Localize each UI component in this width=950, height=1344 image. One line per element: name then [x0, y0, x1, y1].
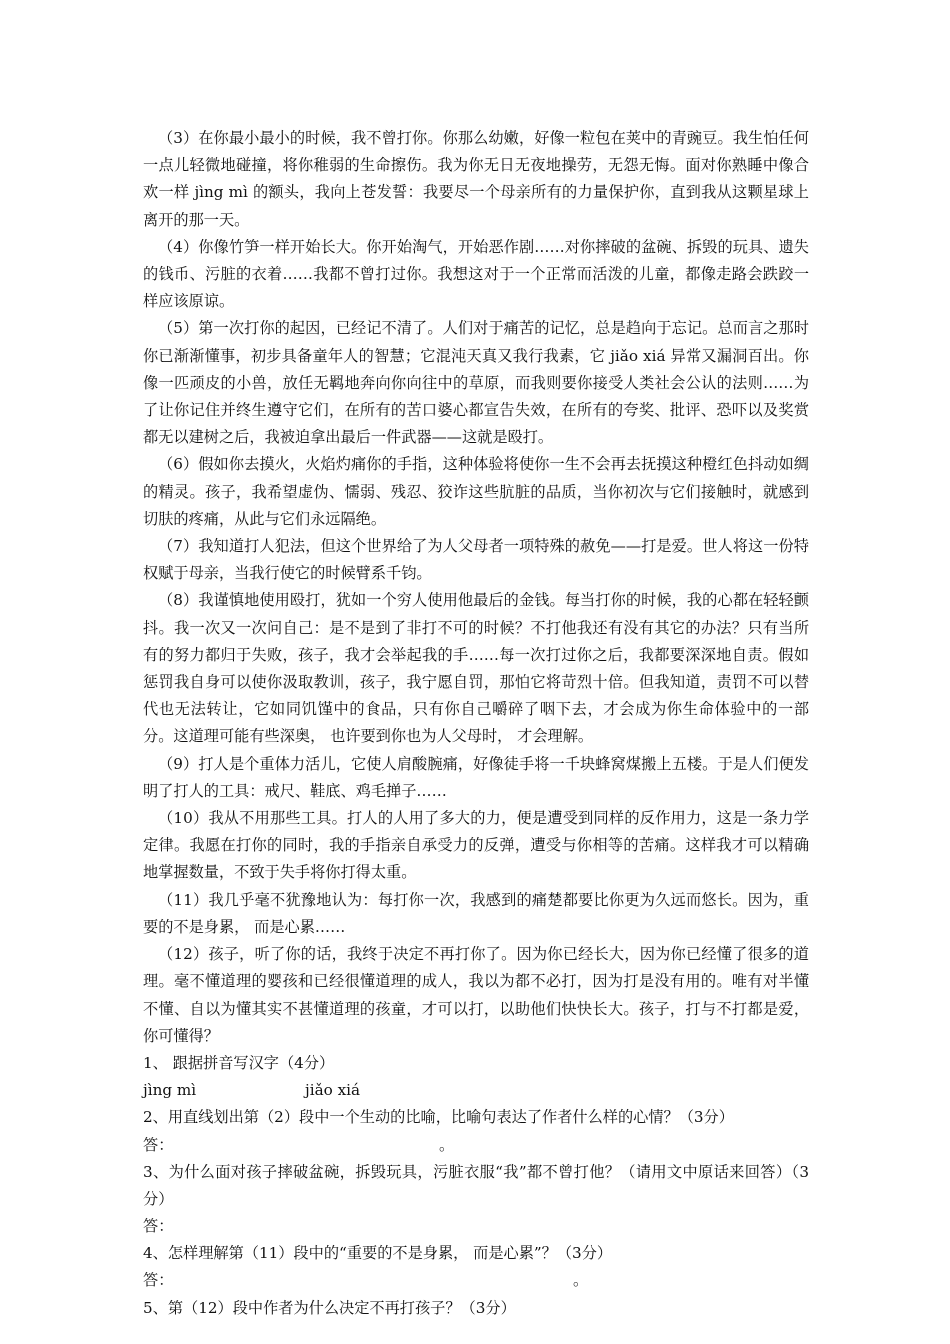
- pinyin-1: jìng mì: [143, 1081, 197, 1100]
- pinyin-row: [143, 1077, 809, 1104]
- answer-row-4: [143, 1267, 809, 1294]
- paragraph-10: （10）我从不用那些工具。打人的人用了多大的力，便是遭受到同样的反作用力，这是一条力学定律。我愿在打你的同时，我的手指亲自承受力的反弹，遭受与你相等的苦痛。这样我才可以精确地掌握数量，不致于失手将你打得太重。: [143, 809, 809, 882]
- paragraph-9: （9）打人是个重体力活儿，它使人肩酸腕痛，好像徒手将一千块蜂窝煤搬上五楼。于是人们便发明了打人的工具：戒尺、鞋底、鸡毛掸子……: [143, 754, 809, 800]
- question-1: 1、 跟据拼音写汉字（4分）: [143, 1053, 335, 1072]
- answer-label: 答：: [143, 1271, 174, 1290]
- paragraph-12: （12）孩子，听了你的话，我终于决定不再打你了。因为你已经长大，因为你已经懂了很多的道理。毫不懂道理的婴孩和已经很懂道理的成人，我以为都不必打，因为打是没有用的。唯有对半懂不懂、自以为懂其实不甚懂道理的孩童，才可以打，以助他们快快长大。孩子，打与不打都是爱， 你可懂得？: [143, 945, 809, 1045]
- paragraph-4: （4）你像竹笋一样开始长大。你开始淘气，开始恶作剧……对你摔破的盆碗、拆毁的玩具、遗失的钱币、污脏的衣着……我都不曾打过你。我想这对于一个正常而活泼的儿童，都像走路会跌跤一样应该原谅。: [143, 237, 809, 311]
- answer-end-mark: 。: [439, 1135, 455, 1154]
- document-page: [143, 125, 809, 1322]
- answer-row-2: [143, 1132, 809, 1159]
- question-3: 3、为什么面对孩子摔破盆碗，拆毁玩具，污脏衣服“我”都不曾打他？（请用文中原话来回答）（3分）: [143, 1162, 809, 1208]
- answer-end-mark: 。: [573, 1271, 589, 1290]
- paragraph-8: （8）我谨慎地使用殴打，犹如一个穷人使用他最后的金钱。每当打你的时候，我的心都在轻轻颤抖。我一次又一次问自己：是不是到了非打不可的时候？不打他我还有没有其它的办法？只有当所有的努力都归于失败，孩子，我才会举起我的手……每一次打过你之后，我都要深深地自责。假如惩罚我自身可以使你汲取教训，孩子，我宁愿自罚，那怕它将苛烈十倍。但我知道，责罚不可以替代也无法转让，它如同饥馑中的食品，只有你自己嚼碎了咽下去，才会成为你生命体验中的一部分。这道理可能有些深奥， 也许要到你也为人父母时， 才会理解。: [143, 591, 809, 746]
- paragraph-7: （7）我知道打人犯法，但这个世界给了为人父母者一项特殊的赦免——打是爱。世人将这一份特权赋于母亲，当我行使它的时候臂系千钧。: [143, 537, 809, 583]
- question-5: 5、第（12）段中作者为什么决定不再打孩子？（3分）: [143, 1298, 516, 1317]
- paragraph-5: （5）第一次打你的起因，已经记不清了。人们对于痛苦的记忆，总是趋向于忘记。总而言之那时你已渐渐懂事，初步具备童年人的智慧；它混沌天真又我行我素，它 jiǎo xiá 异常又漏洞百出。你像一匹顽皮的小兽，放任无羁地奔向你向往中的草原，而我则要你接受人类社会公认的法则……为了让你记住并终生遵守它们，在所有的苦口婆心都宣告失效，在所有的夸奖、批评、恐吓以及奖赏都无以建树之后，我被迫拿出最后一件武器——这就是殴打。: [143, 319, 809, 447]
- paragraph-3: （3）在你最小最小的时候，我不曾打你。你那么幼嫩，好像一粒包在荚中的青豌豆。我生怕任何一点儿轻微地碰撞，将你稚弱的生命擦伤。我为你无日无夜地操劳，无怨无悔。面对你熟睡中像合欢一样 jìng mì 的额头，我向上苍发誓：我要尽一个母亲所有的力量保护你，直到我从这颗星球上离开的那一天。: [143, 129, 809, 229]
- paragraph-6: （6）假如你去摸火，火焰灼痛你的手指，这种体验将使你一生不会再去抚摸这种橙红色抖动如绸的精灵。孩子，我希望虚伪、懦弱、残忍、狡诈这些肮脏的品质，当你初次与它们接触时，就感到切肤的疼痛，从此与它们永远隔绝。: [143, 455, 809, 528]
- question-4: 4、怎样理解第（11）段中的“重要的不是身累， 而是心累”？（3分）: [143, 1244, 613, 1263]
- answer-row-3: [143, 1213, 809, 1240]
- paragraph-11: （11）我几乎毫不犹豫地认为：每打你一次，我感到的痛楚都要比你更为久远而悠长。因为，重要的不是身累， 而是心累……: [143, 890, 809, 936]
- pinyin-2: jiǎo xiá: [305, 1081, 361, 1100]
- question-2: 2、用直线划出第（2）段中一个生动的比喻，比喻句表达了作者什么样的心情？（3分）: [143, 1108, 734, 1127]
- answer-label: 答：: [143, 1135, 174, 1154]
- answer-label: 答：: [143, 1217, 174, 1236]
